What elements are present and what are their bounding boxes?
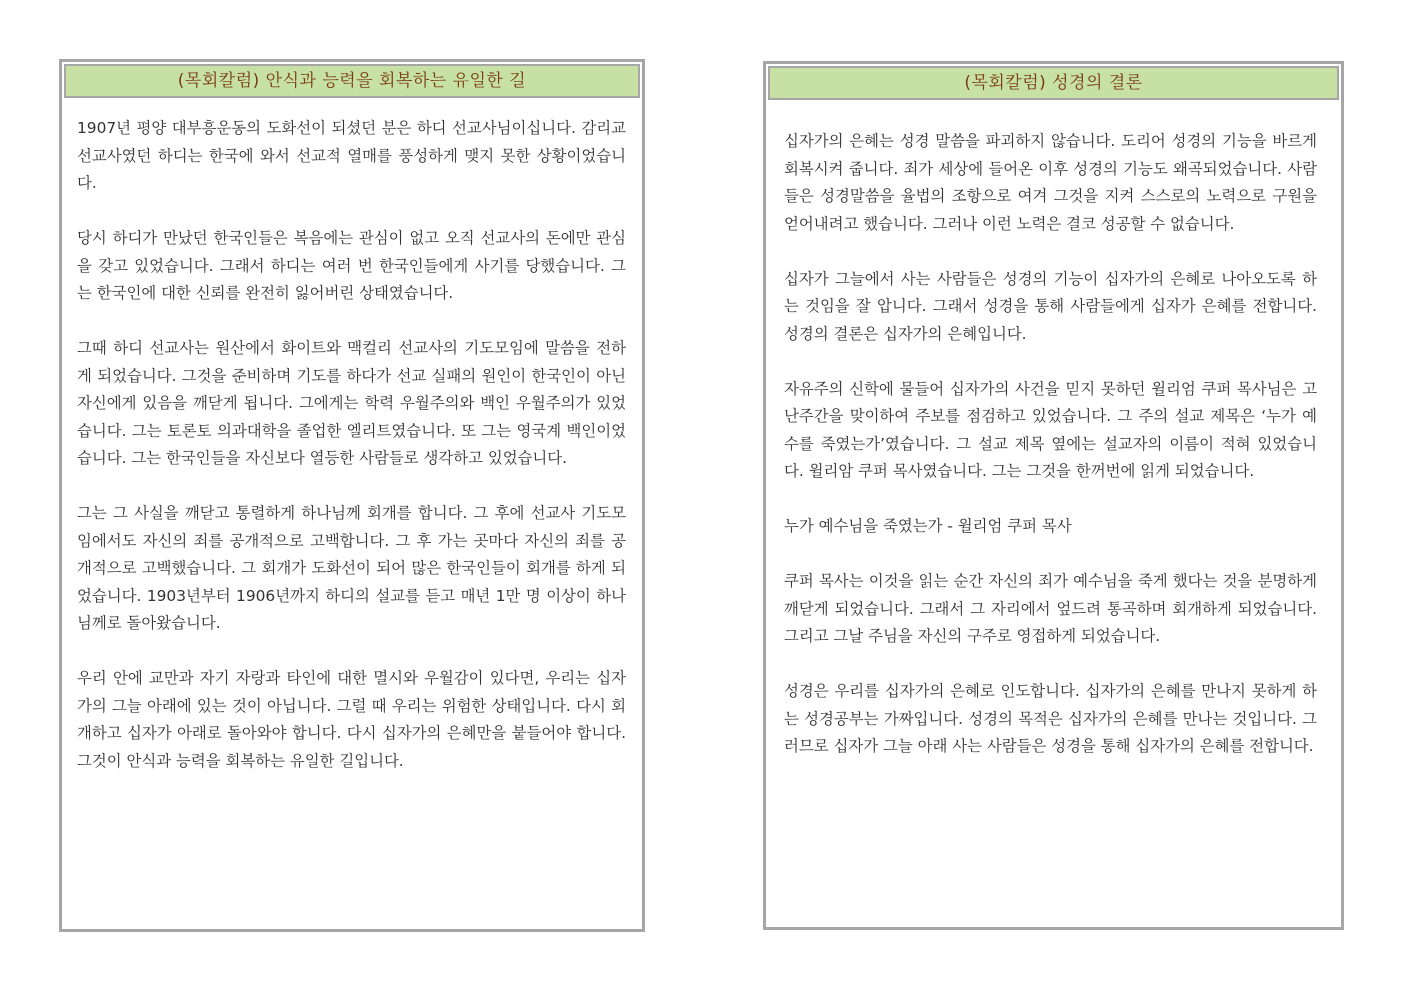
paragraph: 쿠퍼 목사는 이것을 읽는 순간 자신의 죄가 예수님을 죽게 했다는 것을 분명하게 깨닫게 되었습니다. 그래서 그 자리에서 엎드려 통곡하며 회개하게 되었습니다. 그리고 그날 주님을 자신의 구주로 영접하게 되었습니다. xyxy=(784,572,1317,645)
paragraph: 그는 그 사실을 깨닫고 통렬하게 하나님께 회개를 합니다. 그 후에 선교사 기도모임에서도 자신의 죄를 공개적으로 고백합니다. 그 후 가는 곳마다 자신의 죄를 공개적으로 고백했습니다. 그 회개가 도화선이 되어 많은 한국인들이 회개를 하게 되었습니다. 1903년부터 1906년까지 하디의 설교를 듣고 매년 1만 명 이상이 하나님께로 돌아왔습니다. xyxy=(77,504,626,632)
paragraph: 십자가 그늘에서 사는 사람들은 성경의 기능이 십자가의 은혜로 나아오도록 하는 것임을 잘 압니다. 그래서 성경을 통해 사람들에게 십자가 은혜를 전합니다. 성경의 결론은 십자가의 은혜입니다. xyxy=(784,269,1317,343)
paragraph: 1907년 평양 대부흥운동의 도화선이 되셨던 분은 하디 선교사님이십니다. 감리교 선교사였던 하디는 한국에 와서 선교적 열매를 풍성하게 맺지 못한 상황이었습니다. xyxy=(77,119,626,192)
paragraph: 당시 하디가 만났던 한국인들은 복음에는 관심이 없고 오직 선교사의 돈에만 관심을 갖고 있었습니다. 그래서 하디는 여러 번 한국인들에게 사기를 당했습니다. 그는 한국인에 대한 신뢰를 완전히 잃어버린 상태였습니다. xyxy=(77,229,626,302)
left-column-body xyxy=(62,98,642,775)
left-column-title: (목회칼럼) 안식과 능력을 회복하는 유일한 길 xyxy=(64,64,640,98)
paragraph: 자유주의 신학에 물들어 십자가의 사건을 믿지 못하던 윌리엄 쿠퍼 목사님은 고난주간을 맞이하여 주보를 점검하고 있었습니다. 그 주의 설교 제목은 ‘누가 예수를 죽였는가’였습니다. 그 설교 제목 옆에는 설교자의 이름이 적혀 있었습니다. 윌리암 쿠퍼 목사였습니다. 그는 그것을 한꺼번에 읽게 되었습니다. xyxy=(784,379,1317,480)
paragraph: 십자가의 은혜는 성경 말씀을 파괴하지 않습니다. 도리어 성경의 기능을 바르게 회복시켜 줍니다. 죄가 세상에 들어온 이후 성경의 기능도 왜곡되었습니다. 사람들은 성경말씀을 율법의 조항으로 여겨 그것을 지켜 스스로의 노력으로 구원을 얻어내려고 했습니다. 그러나 이런 노력은 결코 성공할 수 없습니다. xyxy=(784,132,1317,233)
right-column-body xyxy=(766,100,1341,761)
paragraph: 성경은 우리를 십자가의 은혜로 인도합니다. 십자가의 은혜를 만나지 못하게 하는 성경공부는 가짜입니다. 성경의 목적은 십자가의 은혜를 만나는 것입니다. 그러므로 십자가 그늘 아래 사는 사람들은 성경을 통해 십자가의 은혜를 전합니다. xyxy=(784,682,1317,755)
paragraph: 누가 예수님을 죽였는가 - 윌리엄 쿠퍼 목사 xyxy=(784,517,1072,535)
right-column xyxy=(763,61,1344,930)
paragraph: 그때 하디 선교사는 원산에서 화이트와 맥컬리 선교사의 기도모임에 말씀을 전하게 되었습니다. 그것을 준비하며 기도를 하다가 선교 실패의 원인이 한국인이 아닌 자신에게 있음을 깨닫게 됩니다. 그에게는 학력 우월주의와 백인 우월주의가 있었습니다. 그는 토론토 의과대학을 졸업한 엘리트였습니다. 또 그는 영국계 백인이었습니다. 그는 한국인들을 자신보다 열등한 사람들로 생각하고 있었습니다. xyxy=(77,339,626,467)
left-column xyxy=(59,59,645,932)
right-column-title: (목회칼럼) 성경의 결론 xyxy=(768,66,1339,100)
paragraph: 우리 안에 교만과 자기 자랑과 타인에 대한 멸시와 우월감이 있다면, 우리는 십자가의 그늘 아래에 있는 것이 아닙니다. 그럴 때 우리는 위험한 상태입니다. 다시 회개하고 십자가 아래로 돌아와야 합니다. 다시 십자가의 은혜만을 붙들어야 합니다. 그것이 안식과 능력을 회복하는 유일한 길입니다. xyxy=(77,669,626,770)
